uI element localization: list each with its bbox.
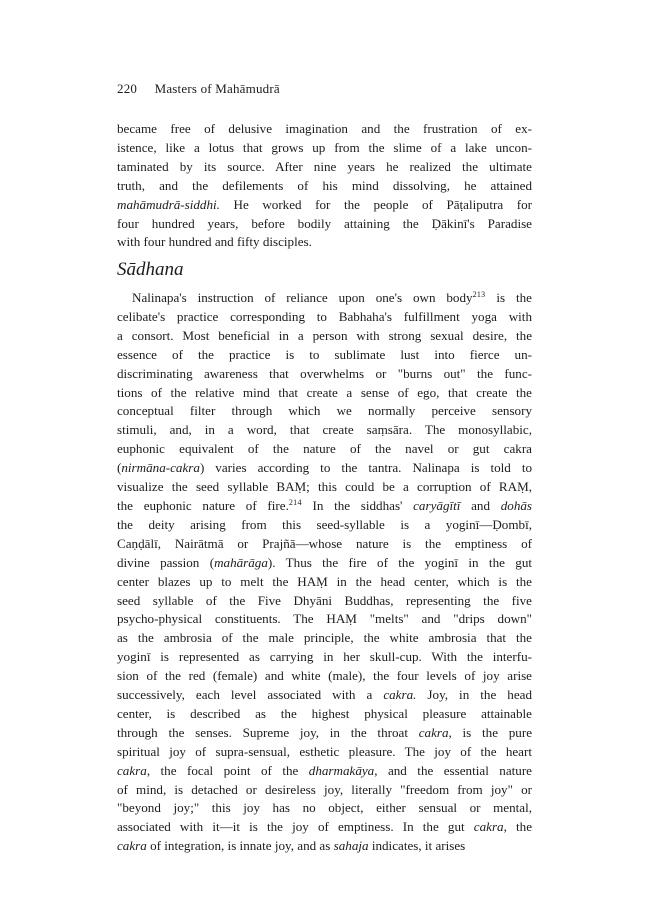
text-run: "beyond joy;" this joy has no object, either sensual or mental, <box>117 800 532 816</box>
text-run: , the focal point of the <box>146 762 309 778</box>
text-run: divine passion ( <box>117 554 215 570</box>
text-line <box>117 799 532 818</box>
text-run: sion of the red (female) and white (male), the four levels of joy arise <box>117 668 532 684</box>
section-heading-sadhana: Sādhana <box>117 259 184 280</box>
italic-term: mahāmudrā-siddhi. <box>117 196 220 212</box>
text-run: ) varies according to the tantra. Nalinapa is told to <box>199 460 532 476</box>
text-run: ( <box>117 460 122 476</box>
text-line <box>117 629 532 648</box>
text-run: Joy, in the head <box>416 687 532 703</box>
text-line <box>117 139 532 158</box>
text-line <box>117 535 532 554</box>
text-run: truth, and the defilements of his mind dissolving, he attained <box>117 177 532 193</box>
text-run: stimuli, and, in a word, that create saṃsāra. The monosyllabic, <box>117 422 532 438</box>
text-run: istence, like a lotus that grows up from the slime of a lake uncon- <box>117 139 532 155</box>
italic-term: sahaja <box>333 838 369 854</box>
text-line <box>117 516 532 535</box>
running-title: Masters of Mahāmudrā <box>154 81 280 96</box>
text-run: , is the pure <box>448 724 532 740</box>
italic-term: cakra <box>473 819 504 835</box>
text-run: with four hundred and fifty disciples. <box>117 234 312 250</box>
italic-term: cakra <box>418 724 449 740</box>
text-run: conceptual filter through which we normally perceive sensory <box>117 403 532 419</box>
text-line <box>117 365 532 384</box>
text-line <box>117 837 532 856</box>
running-header <box>117 81 537 97</box>
text-line <box>117 818 532 837</box>
text-run: euphonic equivalent of the nature of the navel or gut cakra <box>117 441 532 457</box>
text-run: He worked for the people of Pāṭaliputra for <box>219 196 532 212</box>
italic-term: cakra <box>117 838 147 854</box>
page-number: 220 <box>117 81 138 96</box>
text-line <box>117 308 532 327</box>
text-run: of integration, is innate joy, and as <box>146 838 334 854</box>
text-line <box>117 215 532 234</box>
text-run: center, is described as the highest physical pleasure attainable <box>117 705 532 721</box>
text-line <box>117 667 532 686</box>
text-run: discriminating awareness that overwhelms or "burns out" the func- <box>117 365 532 381</box>
text-run: as the ambrosia of the male principle, the white ambrosia that the <box>117 630 532 646</box>
text-line <box>117 120 532 139</box>
text-run: became free of delusive imagination and the frustration of ex- <box>117 121 532 136</box>
paragraph-story-end <box>117 120 532 252</box>
text-line <box>117 402 532 421</box>
text-run: essence of the practice is to sublimate lust into fierce un- <box>117 346 532 362</box>
text-run: ). Thus the fire of the yoginī in the gut <box>267 554 532 570</box>
text-line <box>117 289 532 308</box>
text-line <box>117 762 532 781</box>
text-line <box>117 497 532 516</box>
text-line <box>117 686 532 705</box>
text-run: the deity arising from this seed-syllable is a yoginī—Ḍombī, <box>117 516 532 532</box>
text-line <box>117 440 532 459</box>
text-run: In the siddhas' <box>301 497 414 513</box>
text-run: taminated by its source. After nine years he realized the ultimate <box>117 158 532 174</box>
text-line <box>117 233 532 252</box>
text-line <box>117 459 532 478</box>
italic-term: dharmakāya <box>308 762 375 778</box>
text-run: is the <box>485 290 532 305</box>
text-run: spiritual joy of supra-sensual, esthetic pleasure. The joy of the heart <box>117 743 532 759</box>
italic-term: cakra <box>117 762 147 778</box>
italic-term: caryāgītī <box>413 497 461 513</box>
text-line <box>117 573 532 592</box>
text-run: seed syllable of the Five Dhyāni Buddhas, representing the five <box>117 592 532 608</box>
text-run: indicates, it arises <box>368 838 466 854</box>
text-line <box>117 421 532 440</box>
text-run: through the senses. Supreme joy, in the throat <box>117 724 419 740</box>
footnote-ref: 213 <box>472 290 486 299</box>
paragraph-sadhana <box>117 289 532 856</box>
text-run: four hundred years, before bodily attaining the Ḍākinī's Paradise <box>117 215 532 231</box>
text-line <box>117 327 532 346</box>
italic-term: dohās <box>500 497 533 513</box>
text-run: tions of the relative mind that create a sense of ego, that create the <box>117 384 532 400</box>
text-run: successively, each level associated with a <box>117 687 384 703</box>
italic-term: nirmāna-cakra <box>121 460 200 476</box>
text-line <box>117 705 532 724</box>
text-run: , the <box>503 819 533 835</box>
text-line <box>117 648 532 667</box>
text-run: of mind, is detached or desireless joy, literally "freedom from joy" or <box>117 781 532 797</box>
text-line <box>117 346 532 365</box>
text-run: , and the essential nature <box>374 762 532 778</box>
text-run: Caṇḍālī, Nairātmā or Prajñā—whose nature is the emptiness of <box>117 535 532 551</box>
italic-term: mahārāga <box>214 554 268 570</box>
text-line <box>117 384 532 403</box>
text-run: associated with it—it is the joy of emptiness. In the gut <box>117 819 474 835</box>
text-run: center blazes up to melt the HAṂ in the head center, which is the <box>117 573 532 589</box>
text-run: yoginī is represented as carrying in her skull-cup. With the interfu- <box>117 649 532 665</box>
text-line <box>117 610 532 629</box>
text-line <box>117 554 532 573</box>
text-line <box>117 196 532 215</box>
text-line <box>117 478 532 497</box>
text-line <box>117 724 532 743</box>
text-line <box>117 592 532 611</box>
text-run: a consort. Most beneficial in a person with strong sexual desire, the <box>117 327 532 343</box>
italic-term: cakra. <box>383 687 417 703</box>
text-run: celibate's practice corresponding to Babhaha's fulfillment yoga with <box>117 308 532 324</box>
text-run: visualize the seed syllable BAṂ; this could be a corruption of RAṂ, <box>117 479 532 495</box>
footnote-ref: 214 <box>288 497 302 507</box>
text-run: the euphonic nature of fire. <box>117 497 289 513</box>
text-run: Nalinapa's instruction of reliance upon one's own body <box>132 290 473 305</box>
text-run: and <box>460 497 501 513</box>
text-line <box>117 177 532 196</box>
text-line <box>117 158 532 177</box>
text-line <box>117 781 532 800</box>
text-line <box>117 743 532 762</box>
text-run: psycho-physical constituents. The HAṂ "melts" and "drips down" <box>117 611 532 627</box>
